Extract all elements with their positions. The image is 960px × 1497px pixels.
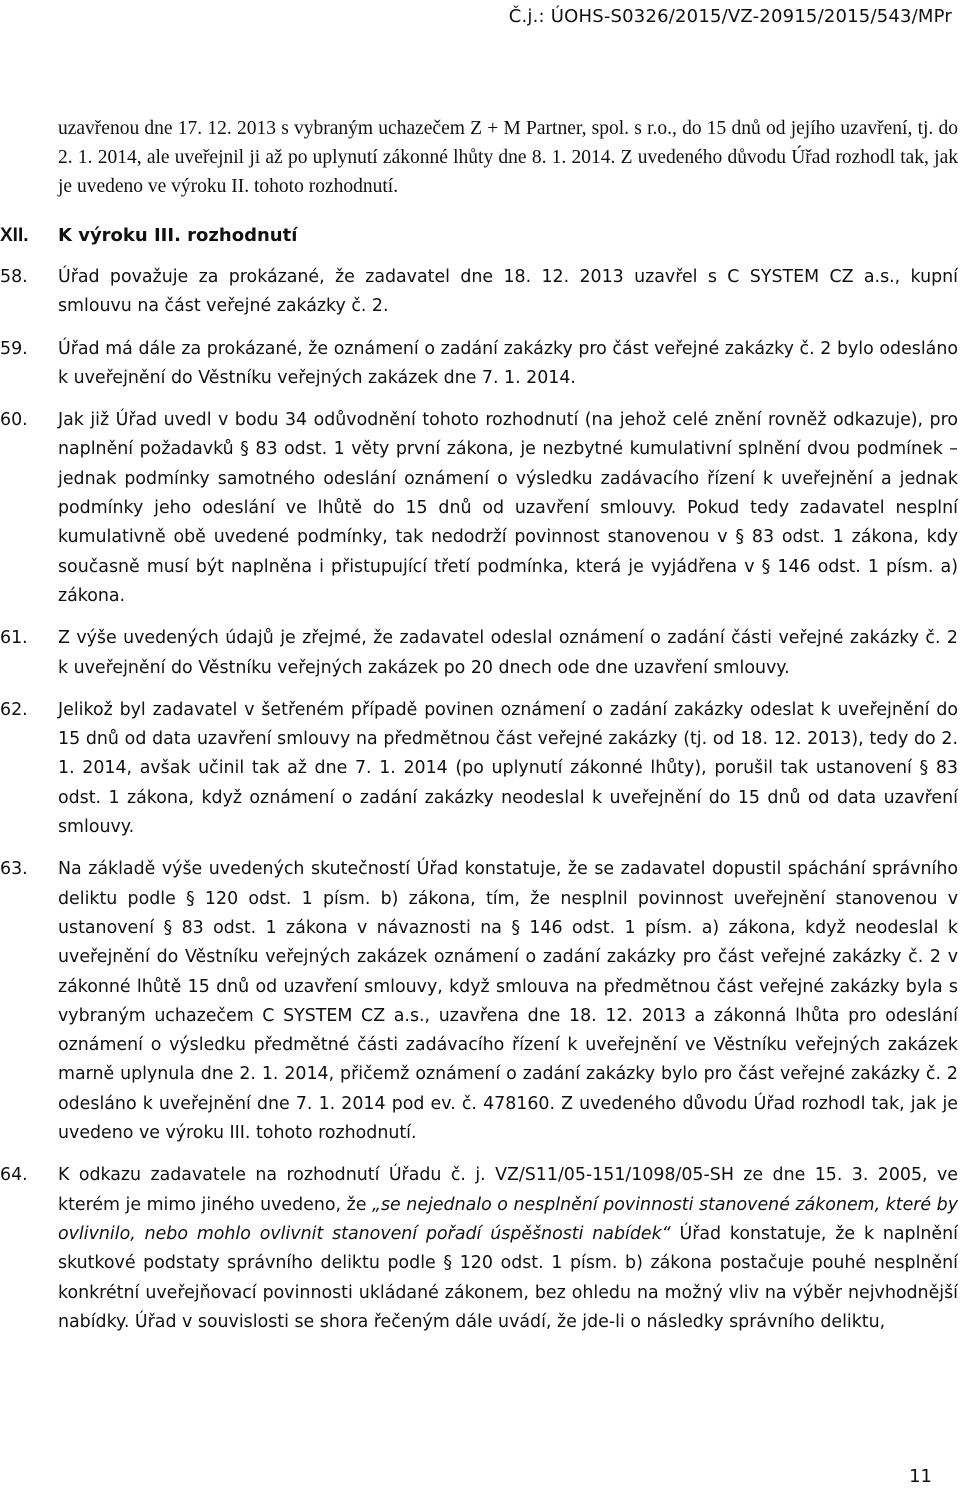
paragraph-58 — [0, 263, 958, 322]
intro-paragraph: uzavřenou dne 17. 12. 2013 s vybraným uchazečem Z + M Partner, spol. s r.o., do 15 dnů od jejího uzavření, tj. do 2. 1. 2014, ale uveřejnil ji až po uplynutí zákonné lhůty dne 8. 1. 2014. Z uvedeného důvodu Úřad rozhodl tak, jak je uvedeno ve výroku II. tohoto rozhodnutí. — [58, 118, 958, 197]
paragraph-number: 62. — [0, 699, 28, 720]
paragraph-60 — [0, 406, 958, 611]
paragraph-text-start: K odkazu zadavatele na rozhodnutí Úřadu č. j. VZ/S11/05-151/1098/05-SH ze dne 15. 3. 2005, ve kterém je mimo jiného uvedeno, že — [58, 1165, 958, 1215]
paragraph-number: 61. — [0, 628, 28, 649]
paragraph-text: Na základě výše uvedených skutečností Úřad konstatuje, že se zadavatel dopustil spáchání správního deliktu podle § 120 odst. 1 písm. b) zákona, tím, že nesplnil povinnost uveřejnění stanovenou v ustanovení § 83 odst. 1 zákona v návaznosti na § 146 odst. 1 písm. a) zákona, když neodeslal k uveřejnění do Věstníku veřejných zakázek oznámení o zadání zakázky pro část veřejné zakázky č. 2 v zákonné lhůtě 15 dnů od uzavření smlouvy, když smlouva na předmětnou část veřejné zakázky byla s vybraným uchazečem C SYSTEM CZ a.s., uzavřena dne 18. 12. 2013 a zákonná lhůta pro odeslání oznámení o výsledku předmětné části zadávacího řízení k uveřejnění ve Věstníku veřejných zakázek marně uplynula dne 2. 1. 2014, přičemž oznámení o zadání zakázky bylo pro část veřejné zakázky č. 2 odesláno k uveřejnění dne 7. 1. 2014 pod ev. č. 478160. Z uvedeného důvodu Úřad rozhodl tak, jak je uvedeno ve výroku III. tohoto rozhodnutí. — [58, 859, 958, 1144]
section-heading — [0, 223, 958, 249]
paragraph-text: Jak již Úřad uvedl v bodu 34 odůvodnění tohoto rozhodnutí (na jehož celé znění rovněž odkazuje), pro naplnění požadavků § 83 odst. 1 věty první zákona, je nezbytné kumulativní splnění dvou podmínek – jednak podmínky samotného odeslání oznámení o výsledku zadávacího řízení k uveřejnění a jednak podmínky jeho odeslání ve lhůtě do 15 dnů od uzavření smlouvy. Pokud tedy zadavatel nesplní kumulativně obě uvedené podmínky, tak nedodrží povinnost stanovenou v § 83 odst. 1 zákona, kdy současně musí být naplněna i přistupující třetí podmínka, která je vyjádřena v § 146 odst. 1 písm. a) zákona. — [58, 410, 958, 606]
document-body — [0, 114, 958, 1350]
paragraph-text: Úřad má dále za prokázané, že oznámení o zadání zakázky pro část veřejné zakázky č. 2 bylo odesláno k uveřejnění do Věstníku veřejných zakázek dne 7. 1. 2014. — [58, 338, 958, 388]
paragraph-text-end: Úřad konstatuje, že k naplnění skutkové podstaty správního deliktu podle § 120 odst. 1 písm. b) zákona postačuje pouhé nesplnění konkrétní uveřejňovací povinnosti ukládané zákonem, bez ohledu na možný vliv na výběr nejvhodnější nabídky. Úřad v souvislosti se shora řečeným dále uvádí, že jde-li o následky správního deliktu, — [58, 1223, 958, 1332]
paragraph-text: Z výše uvedených údajů je zřejmé, že zadavatel odeslal oznámení o zadání části veřejné zakázky č. 2 k uveřejnění do Věstníku veřejných zakázek po 20 dnech ode dne uzavření smlouvy. — [58, 628, 958, 678]
paragraph-text: Úřad považuje za prokázané, že zadavatel dne 18. 12. 2013 uzavřel s C SYSTEM CZ a.s., kupní smlouvu na část veřejné zakázky č. 2. — [58, 267, 958, 317]
section-number: XII. — [0, 225, 29, 246]
paragraph-text: Jelikož byl zadavatel v šetřeném případě povinen oznámení o zadání zakázky odeslat k uveřejnění do 15 dnů od data uzavření smlouvy na předmětnou část veřejné zakázky (tj. od 18. 12. 2013), tedy do 2. 1. 2014, avšak učinil tak až dne 7. 1. 2014 (po uplynutí zákonné lhůty), porušil tak ustanovení § 83 odst. 1 zákona, když oznámení o zadání zakázky neodeslal k uveřejnění do 15 dnů od data uzavření smlouvy. — [58, 699, 958, 838]
quoted-decision-text: „se nejednalo o nesplnění povinnosti stanovené zákonem, které by ovlivnilo, nebo mohlo ovlivnit stanovení pořadí úspěšnosti nabídek“ — [58, 1194, 958, 1244]
paragraph-number: 58. — [0, 267, 28, 287]
paragraph-number: 59. — [0, 338, 28, 359]
paragraph-59 — [0, 335, 958, 394]
paragraph-61 — [0, 624, 958, 683]
section-title: K výroku III. rozhodnutí — [58, 225, 298, 246]
paragraph-number: 64. — [0, 1165, 28, 1186]
paragraph-number: 60. — [0, 410, 28, 431]
paragraph-63 — [0, 855, 958, 1148]
paragraph-number: 63. — [0, 859, 28, 880]
paragraph-62 — [0, 696, 958, 842]
page-number: 11 — [909, 1466, 932, 1487]
paragraph-64 — [0, 1161, 958, 1337]
document-reference-number: Č.j.: ÚOHS-S0326/2015/VZ-20915/2015/543/MPr — [508, 6, 952, 27]
